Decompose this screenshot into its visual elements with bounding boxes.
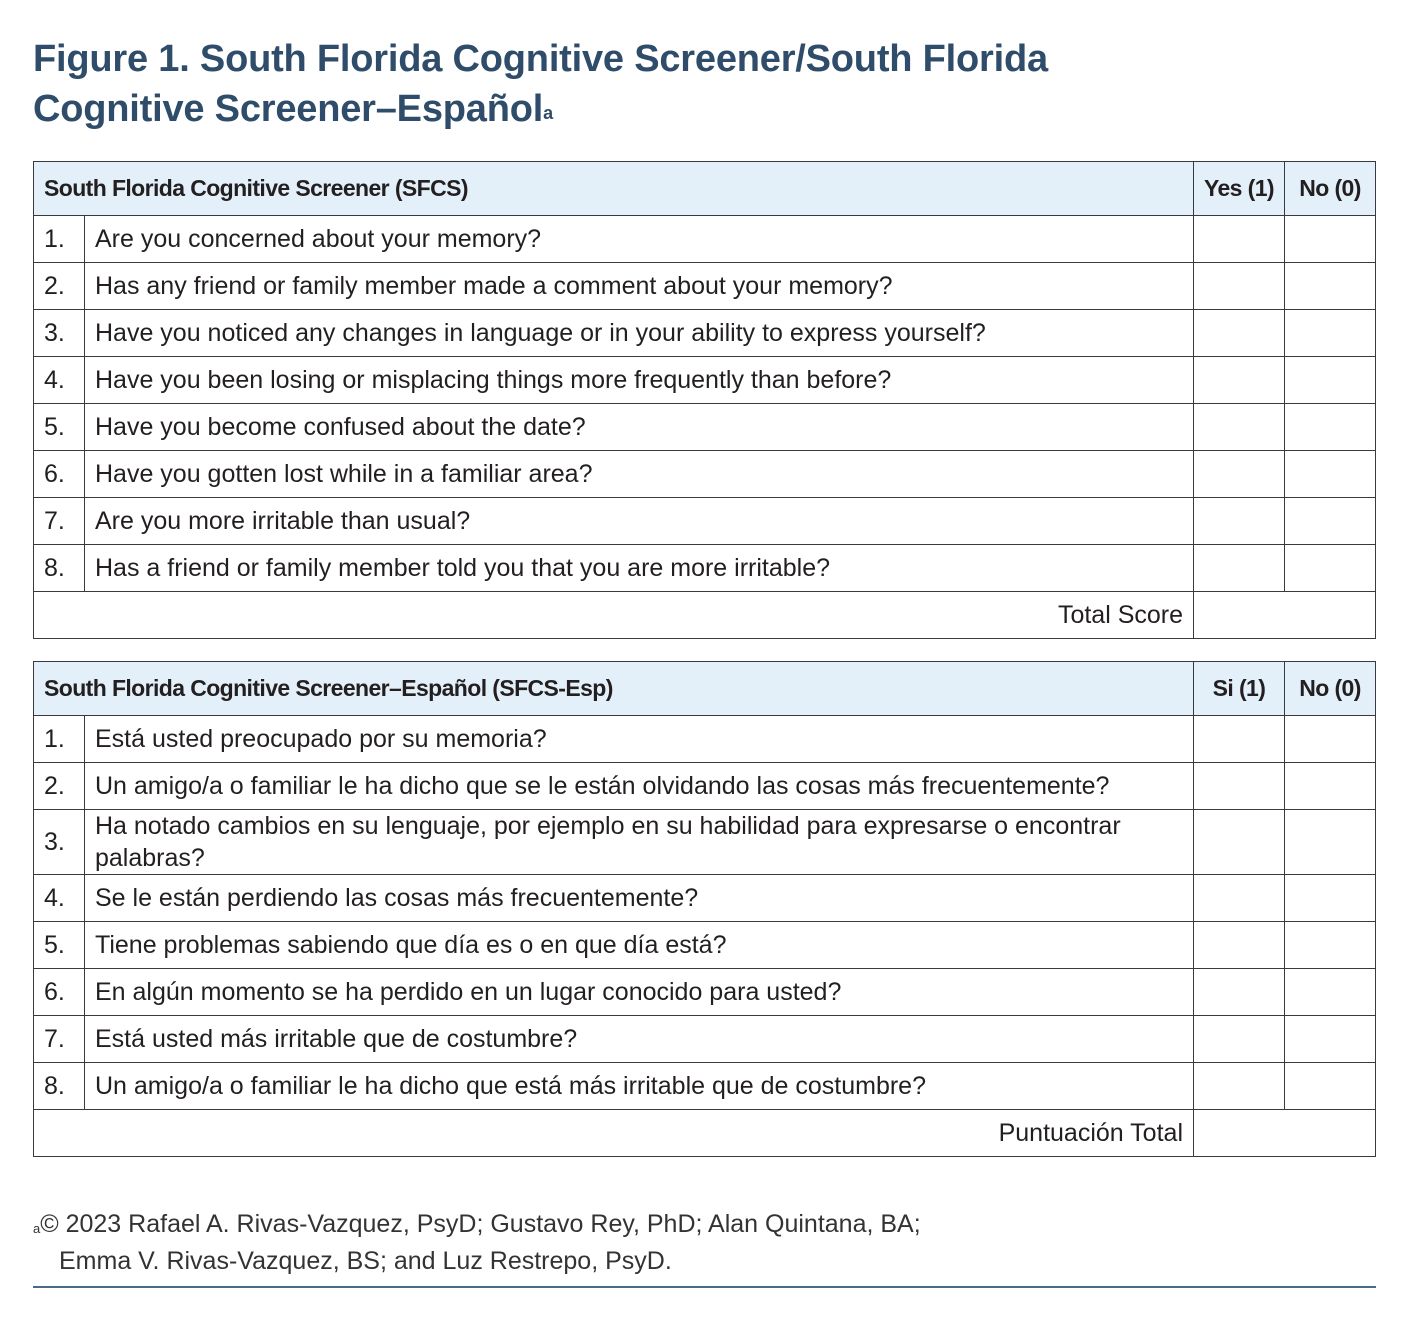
yes-checkbox-cell[interactable] (1194, 357, 1285, 404)
total-row (34, 1110, 1376, 1157)
sfcs-esp-table (33, 661, 1376, 1157)
table-row (34, 310, 1376, 357)
item-number: 1. (34, 716, 85, 763)
table-row (34, 763, 1376, 810)
no-checkbox-cell[interactable] (1285, 763, 1376, 810)
table-row (34, 404, 1376, 451)
item-question: Have you been losing or misplacing things more frequently than before? (85, 357, 1194, 404)
yes-checkbox-cell[interactable] (1194, 716, 1285, 763)
item-number: 2. (34, 263, 85, 310)
no-checkbox-cell[interactable] (1285, 216, 1376, 263)
yes-checkbox-cell[interactable] (1194, 310, 1285, 357)
no-checkbox-cell[interactable] (1285, 263, 1376, 310)
bottom-divider (33, 1286, 1376, 1288)
yes-checkbox-cell[interactable] (1194, 451, 1285, 498)
item-question: Un amigo/a o familiar le ha dicho que se le están olvidando las cosas más frecuentemente? (85, 763, 1194, 810)
item-question: Un amigo/a o familiar le ha dicho que está más irritable que de costumbre? (85, 1063, 1194, 1110)
item-number: 7. (34, 1016, 85, 1063)
yes-checkbox-cell[interactable] (1194, 216, 1285, 263)
no-header: No (0) (1285, 662, 1376, 716)
item-number: 1. (34, 216, 85, 263)
item-number: 8. (34, 545, 85, 592)
table-row (34, 216, 1376, 263)
no-checkbox-cell[interactable] (1285, 969, 1376, 1016)
yes-checkbox-cell[interactable] (1194, 498, 1285, 545)
yes-checkbox-cell[interactable] (1194, 263, 1285, 310)
table-row (34, 498, 1376, 545)
no-checkbox-cell[interactable] (1285, 1016, 1376, 1063)
item-question: Have you gotten lost while in a familiar area? (85, 451, 1194, 498)
yes-header: Yes (1) (1194, 162, 1285, 216)
header-row (34, 162, 1376, 216)
item-number: 4. (34, 875, 85, 922)
table-row (34, 969, 1376, 1016)
item-number: 5. (34, 922, 85, 969)
item-question: Have you noticed any changes in language or in your ability to express yourself? (85, 310, 1194, 357)
sfcs-table (33, 161, 1376, 639)
table-row (34, 1016, 1376, 1063)
no-checkbox-cell[interactable] (1285, 404, 1376, 451)
yes-checkbox-cell[interactable] (1194, 875, 1285, 922)
figure-title: Figure 1. South Florida Cognitive Screener/South Florida Cognitive Screener–Español$^a$ (33, 38, 1048, 130)
item-number: 3. (34, 810, 85, 875)
yes-checkbox-cell[interactable] (1194, 922, 1285, 969)
no-checkbox-cell[interactable] (1285, 498, 1376, 545)
no-checkbox-cell[interactable] (1285, 810, 1376, 875)
si-header: Si (1) (1194, 662, 1285, 716)
table-row (34, 810, 1376, 875)
no-checkbox-cell[interactable] (1285, 875, 1376, 922)
total-row (34, 592, 1376, 639)
item-number: 3. (34, 310, 85, 357)
total-label: Puntuación Total (34, 1110, 1194, 1157)
item-question: Se le están perdiendo las cosas más frecuentemente? (85, 875, 1194, 922)
yes-checkbox-cell[interactable] (1194, 1063, 1285, 1110)
item-number: 2. (34, 763, 85, 810)
yes-checkbox-cell[interactable] (1194, 1016, 1285, 1063)
table-header: South Florida Cognitive Screener–Español (SFCS-Esp) (34, 662, 1194, 716)
item-question: Tiene problemas sabiendo que día es o en que día está? (85, 922, 1194, 969)
item-question: Has a friend or family member told you that you are more irritable? (85, 545, 1194, 592)
yes-checkbox-cell[interactable] (1194, 810, 1285, 875)
no-header: No (0) (1285, 162, 1376, 216)
yes-checkbox-cell[interactable] (1194, 763, 1285, 810)
table-row (34, 922, 1376, 969)
item-question: Ha notado cambios en su lenguaje, por ejemplo en su habilidad para expresarse o encontrar palabras? (85, 810, 1194, 875)
table-row (34, 716, 1376, 763)
item-question: Está usted más irritable que de costumbre? (85, 1016, 1194, 1063)
item-number: 6. (34, 969, 85, 1016)
no-checkbox-cell[interactable] (1285, 716, 1376, 763)
table-header: South Florida Cognitive Screener (SFCS) (34, 162, 1194, 216)
table-row (34, 263, 1376, 310)
item-number: 8. (34, 1063, 85, 1110)
item-question: Are you concerned about your memory? (85, 216, 1194, 263)
item-question: Has any friend or family member made a comment about your memory? (85, 263, 1194, 310)
yes-checkbox-cell[interactable] (1194, 404, 1285, 451)
item-question: Está usted preocupado por su memoria? (85, 716, 1194, 763)
footnote: $^a$© 2023 Rafael A. Rivas-Vazquez, PsyD; Gustavo Rey, PhD; Alan Quintana, BA; Emma V. Rivas-Vazquez, BS; and Luz Restrepo, PsyD. (33, 1210, 921, 1275)
total-score-cell[interactable] (1194, 1110, 1376, 1157)
table-row (34, 545, 1376, 592)
yes-checkbox-cell[interactable] (1194, 545, 1285, 592)
table-row (34, 1063, 1376, 1110)
total-score-cell[interactable] (1194, 592, 1376, 639)
no-checkbox-cell[interactable] (1285, 310, 1376, 357)
item-number: 4. (34, 357, 85, 404)
item-question: Have you become confused about the date? (85, 404, 1194, 451)
table-row (34, 357, 1376, 404)
item-number: 5. (34, 404, 85, 451)
no-checkbox-cell[interactable] (1285, 357, 1376, 404)
item-number: 6. (34, 451, 85, 498)
no-checkbox-cell[interactable] (1285, 545, 1376, 592)
header-row (34, 662, 1376, 716)
yes-checkbox-cell[interactable] (1194, 969, 1285, 1016)
total-label: Total Score (34, 592, 1194, 639)
table-row (34, 451, 1376, 498)
item-question: Are you more irritable than usual? (85, 498, 1194, 545)
no-checkbox-cell[interactable] (1285, 1063, 1376, 1110)
item-question: En algún momento se ha perdido en un lugar conocido para usted? (85, 969, 1194, 1016)
item-number: 7. (34, 498, 85, 545)
table-row (34, 875, 1376, 922)
no-checkbox-cell[interactable] (1285, 922, 1376, 969)
no-checkbox-cell[interactable] (1285, 451, 1376, 498)
